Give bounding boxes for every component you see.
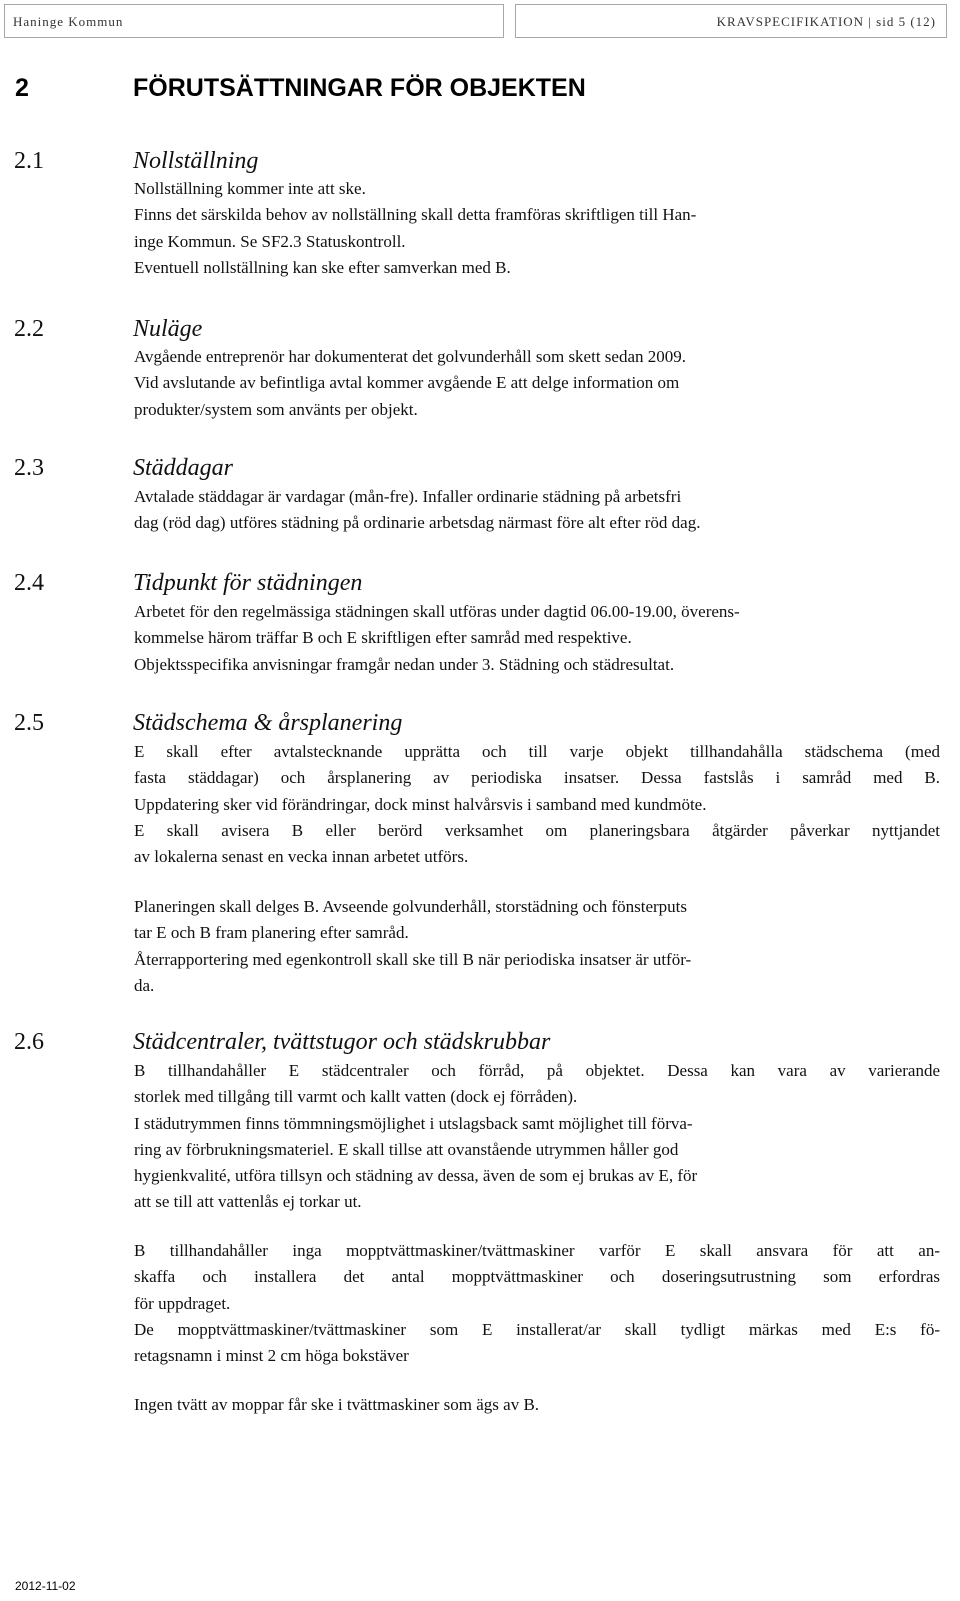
- body-line: Vid avslutande av befintliga avtal kommer avgående E att delge information om: [134, 373, 680, 393]
- body-line: Återrapportering med egenkontroll skall ske till B när periodiska insatser är utför-: [134, 949, 692, 969]
- section-title: Städcentraler, tvättstugor och städskrubbar: [133, 1029, 551, 1055]
- body-line: kommelse härom träffar B och E skriftligen efter samråd med respektive.: [134, 628, 632, 648]
- body-line: inge Kommun. Se SF2.3 Statuskontroll.: [134, 231, 406, 251]
- section-number: 2.2: [14, 316, 44, 342]
- section-body-2: [134, 1238, 940, 1369]
- header-left-box: [4, 4, 504, 38]
- body-line: Uppdatering sker vid förändringar, dock minst halvårsvis i samband med kundmöte.: [134, 794, 707, 814]
- body-line: Finns det särskilda behov av nollställning skall detta framföras skriftligen till Han-: [134, 205, 697, 225]
- body-line: storlek med tillgång till varmt och kallt vatten (dock ej förråden).: [134, 1087, 578, 1107]
- page-header: [4, 4, 947, 38]
- section-number: 2.4: [14, 570, 44, 596]
- header-organization: Haninge Kommun: [13, 14, 124, 29]
- section-number: 2.6: [14, 1029, 44, 1055]
- body-line: De mopptvättmaskiner/tvättmaskiner som E installerat/ar skall tydligt märkas med E:s fö-: [134, 1319, 940, 1339]
- body-line: Nollställning kommer inte att ske.: [134, 179, 366, 198]
- section-body-2: [134, 894, 874, 999]
- section-number: 2.5: [14, 710, 44, 736]
- section-body: [134, 344, 874, 423]
- body-line: för uppdraget.: [134, 1293, 231, 1313]
- body-line: Planeringen skall delges B. Avseende golvunderhåll, storstädning och fönsterputs: [134, 897, 688, 916]
- body-line: Ingen tvätt av moppar får ske i tvättmaskiner som ägs av B.: [134, 1395, 540, 1414]
- body-line: da.: [134, 975, 155, 995]
- body-line: fasta städdagar) och årsplanering av periodiska insatser. Dessa fastslås i samråd med B.: [134, 768, 940, 788]
- body-line: B tillhandahåller inga mopptvättmaskiner/tvättmaskiner varför E skall ansvara för att an-: [134, 1241, 940, 1260]
- section-title: Städdagar: [133, 455, 234, 481]
- section-title: Tidpunkt för städningen: [133, 570, 363, 596]
- body-line: retagsnamn i minst 2 cm höga bokstäver: [134, 1346, 409, 1366]
- section-body: [134, 176, 874, 281]
- chapter-number: 2: [15, 74, 29, 102]
- body-line: ring av förbrukningsmateriel. E skall tillse att ovanstående utrymmen håller god: [134, 1139, 679, 1159]
- body-line: Avtalade städdagar är vardagar (mån-fre). Infaller ordinarie städning på arbetsfri: [134, 487, 682, 506]
- section-body: [134, 599, 940, 678]
- section-body: [134, 739, 940, 870]
- body-line: skaffa och installera det antal mopptvättmaskiner och doseringsutrustning som erfordras: [134, 1267, 940, 1287]
- body-line: B tillhandahåller E städcentraler och förråd, på objektet. Dessa kan vara av varierande: [134, 1061, 940, 1080]
- body-line: Eventuell nollställning kan ske efter samverkan med B.: [134, 257, 511, 277]
- header-document-info: KRAVSPECIFIKATION | sid 5 (12): [716, 14, 936, 29]
- body-line: Avgående entreprenör har dokumenterat det golvunderhåll som skett sedan 2009.: [134, 347, 687, 366]
- footer-date: 2012-11-02: [15, 1579, 76, 1593]
- section-title: Nollställning: [133, 148, 259, 174]
- section-body-3: [134, 1392, 874, 1418]
- body-line: hygienkvalité, utföra tillsyn och städning av dessa, även de som ej brukas av E, för: [134, 1166, 698, 1186]
- body-line: E skall efter avtalstecknande upprätta och till varje objekt tillhandahålla städschema (med: [134, 742, 940, 761]
- body-line: dag (röd dag) utföres städning på ordinarie arbetsdag närmast före alt efter röd dag.: [134, 513, 701, 533]
- section-title: Nuläge: [133, 316, 203, 342]
- body-line: I städutrymmen finns tömmningsmöjlighet i utslagsback samt möjlighet till förva-: [134, 1113, 693, 1133]
- section-number: 2.1: [14, 148, 44, 174]
- body-line: att se till att vattenlås ej torkar ut.: [134, 1192, 362, 1212]
- body-line: tar E och B fram planering efter samråd.: [134, 923, 409, 943]
- chapter-title: FÖRUTSÄTTNINGAR FÖR OBJEKTEN: [133, 74, 586, 102]
- body-line: produkter/system som använts per objekt.: [134, 399, 418, 419]
- body-line: Arbetet för den regelmässiga städningen skall utföras under dagtid 06.00-19.00, överens-: [134, 602, 740, 621]
- body-line: Objektsspecifika anvisningar framgår nedan under 3. Städning och städresultat.: [134, 654, 675, 674]
- section-title: Städschema & årsplanering: [133, 710, 403, 736]
- section-body: [134, 1058, 940, 1216]
- header-right-box: [515, 4, 947, 38]
- body-line: av lokalerna senast en vecka innan arbetet utförs.: [134, 847, 469, 867]
- section-body: [134, 484, 874, 537]
- body-line: E skall avisera B eller berörd verksamhet om planeringsbara åtgärder påverkar nyttjandet: [134, 820, 940, 840]
- section-number: 2.3: [14, 455, 44, 481]
